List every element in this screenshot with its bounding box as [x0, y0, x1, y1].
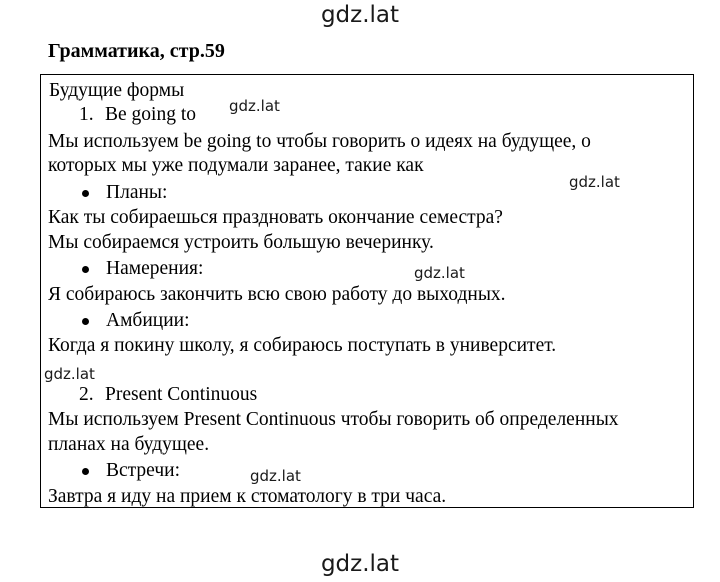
watermark-bottom: gdz.lat — [320, 551, 400, 577]
bullet-label-intentions: Намерения: — [106, 258, 204, 279]
bullet-dot — [82, 266, 89, 273]
plans-example-1: Как ты собираешься праздновать окончание семестра? — [48, 207, 503, 228]
section2-number: 2. — [79, 384, 94, 405]
section1-number: 1. — [79, 104, 94, 125]
section-title: Будущие формы — [49, 80, 185, 101]
bullet-label-ambitions: Амбиции: — [106, 310, 190, 331]
section2-label: Present Continuous — [105, 384, 258, 405]
section2-intro-line2: планах на будущее. — [48, 434, 210, 455]
watermark-top: gdz.lat — [320, 2, 400, 28]
section1-label: Be going to — [105, 104, 196, 125]
watermark-inline-5: gdz.lat — [250, 467, 301, 485]
section2-intro-line1: Мы используем Present Continuous чтобы говорить об определенных — [48, 409, 619, 430]
ambitions-example-1: Когда я покину школу, я собираюсь поступать в университет. — [48, 335, 557, 356]
watermark-inline-2: gdz.lat — [569, 173, 620, 191]
watermark-inline-3: gdz.lat — [414, 264, 465, 282]
page-heading: Грамматика, стр.59 — [48, 40, 225, 62]
intentions-example-1: Я собираюсь закончить всю свою работу до выходных. — [48, 284, 506, 305]
watermark-inline-4: gdz.lat — [44, 365, 95, 383]
bullet-label-appointments: Встречи: — [106, 460, 181, 481]
appointments-example-1: Завтра я иду на прием к стоматологу в три часа. — [48, 486, 447, 507]
bullet-label-plans: Планы: — [106, 182, 168, 203]
watermark-inline-1: gdz.lat — [229, 97, 280, 115]
section1-intro-line1: Мы используем be going to чтобы говорить о идеях на будущее, о — [48, 131, 591, 152]
plans-example-2: Мы собираемся устроить большую вечеринку. — [48, 232, 434, 253]
bullet-dot — [82, 468, 89, 475]
bullet-dot — [82, 190, 89, 197]
bullet-dot — [82, 318, 89, 325]
section1-intro-line2: которых мы уже подумали заранее, такие как — [48, 155, 424, 176]
